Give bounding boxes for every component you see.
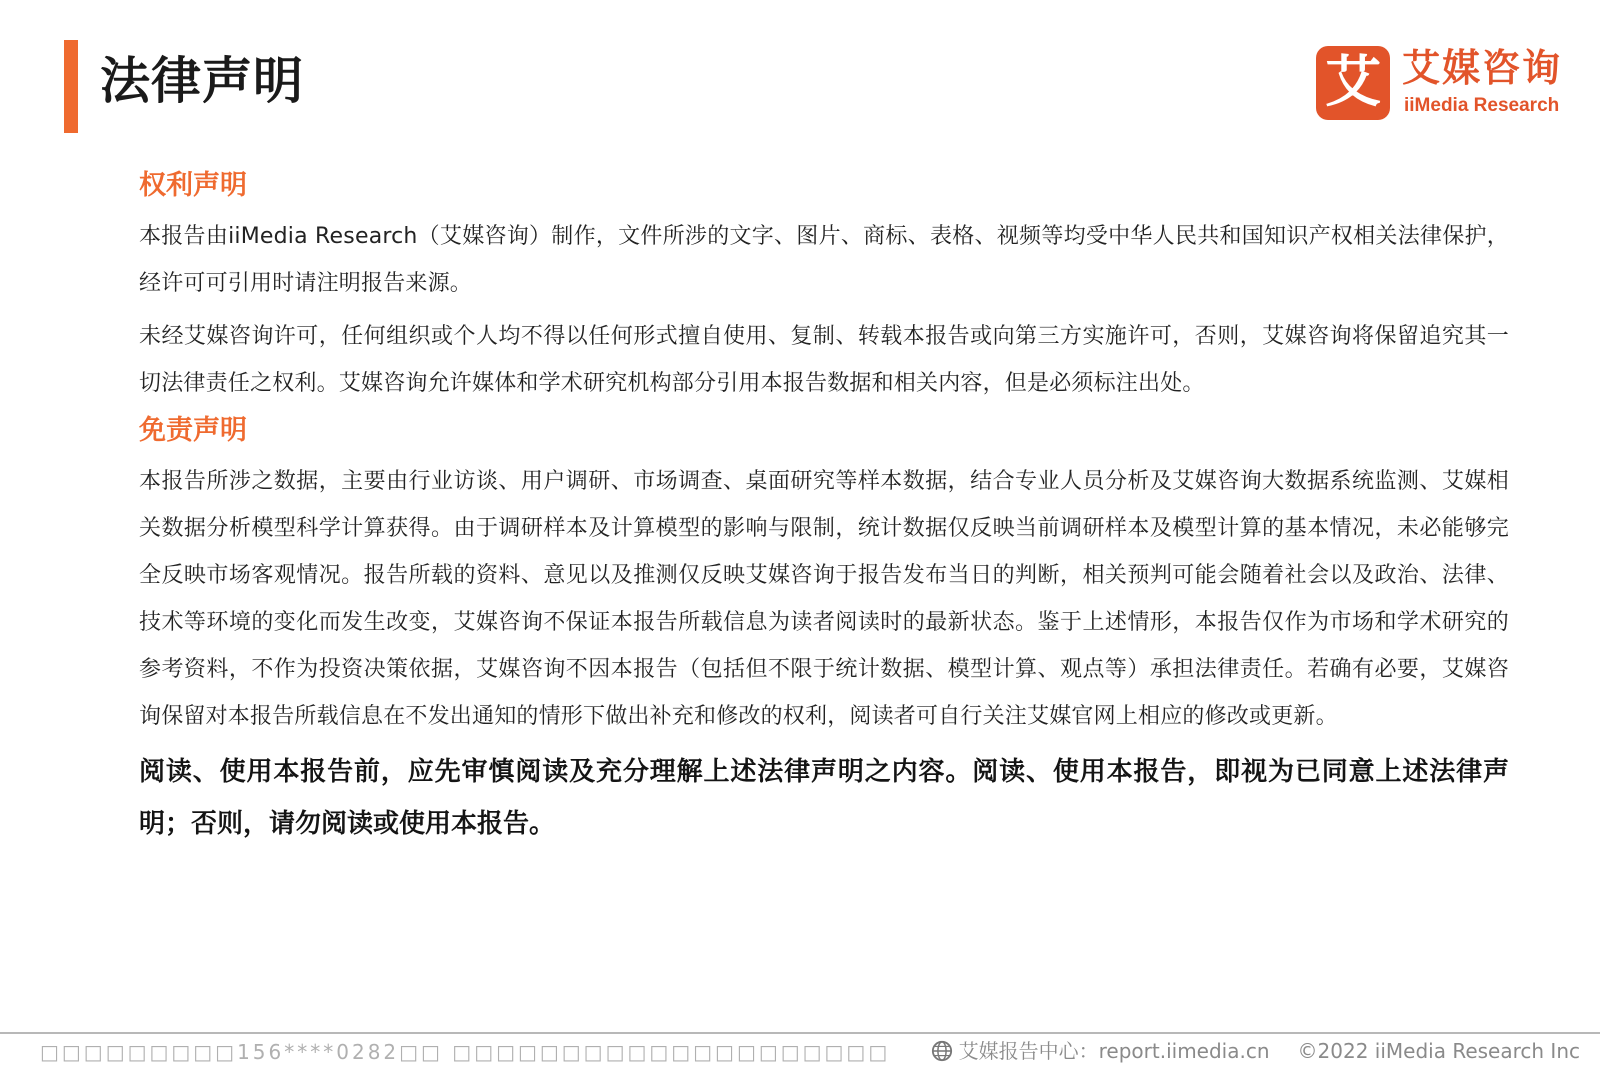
- rights-heading: 权利声明: [139, 170, 247, 201]
- rights-paragraph-1: 本报告由iiMedia Research（艾媒咨询）制作，文件所涉的文字、图片、商标、表格、视频等均受中华人民共和国知识产权相关法律保护，经许可可引用时请注明报告来源。: [139, 224, 1509, 296]
- disclaimer-heading: 免责声明: [139, 415, 247, 446]
- report-center-text: 艾媒报告中心：report.iimedia.cn: [958, 1039, 1270, 1063]
- copyright-text: ©2022 iiMedia Research Inc: [1297, 1039, 1580, 1063]
- globe-icon: [931, 1040, 953, 1062]
- final-statement: 阅读、使用本报告前，应先审慎阅读及充分理解上述法律声明之内容。阅读、使用本报告，即视为已同意上述法律声明；否则，请勿阅读或使用本报告。: [139, 757, 1509, 839]
- logo-mark-icon: [1316, 46, 1390, 120]
- footer-divider: [0, 1032, 1600, 1034]
- page-title: 法律声明: [100, 52, 304, 110]
- logo-name-en: iiMedia Research: [1404, 95, 1560, 116]
- legal-content: [139, 166, 1509, 850]
- report-center-link[interactable]: [931, 1036, 1270, 1066]
- logo-name-cn: 艾媒咨询: [1402, 46, 1563, 90]
- title-accent-bar: [64, 40, 78, 133]
- brand-logo: [1316, 44, 1576, 124]
- footer-info: [931, 1036, 1580, 1066]
- logo-mark-char: 艾: [1325, 50, 1381, 115]
- rights-paragraph-2: 未经艾媒咨询许可，任何组织或个人均不得以任何形式擅自使用、复制、转载本报告或向第三方实施许可，否则，艾媒咨询将保留追究其一切法律责任之权利。艾媒咨询允许媒体和学术研究机构部分引用本报告数据和相关内容，但是必须标注出处。: [139, 324, 1509, 396]
- disclaimer-paragraph: 本报告所涉之数据，主要由行业访谈、用户调研、市场调查、桌面研究等样本数据，结合专业人员分析及艾媒咨询大数据系统监测、艾媒相关数据分析模型科学计算获得。由于调研样本及计算模型的影响与限制，统计数据仅反映当前调研样本及模型计算的基本情况，未必能够完全反映市场客观情况。报告所载的资料、意见以及推测仅反映艾媒咨询于报告发布当日的判断，相关预判可能会随着社会以及政治、法律、技术等环境的变化而发生改变，艾媒咨询不保证本报告所载信息为读者阅读时的最新状态。鉴于上述情形，本报告仅作为市场和学术研究的参考资料，不作为投资决策依据，艾媒咨询不因本报告（包括但不限于统计数据、模型计算、观点等）承担法律责任。若确有必要，艾媒咨询保留对本报告所载信息在不发出通知的情形下做出补充和修改的权利，阅读者可自行关注艾媒官网上相应的修改或更新。: [139, 469, 1509, 729]
- footer-watermark: □□□□□□□□□156****0282□□ □□□□□□□□□□□□□□□□□□□□: [40, 1040, 891, 1064]
